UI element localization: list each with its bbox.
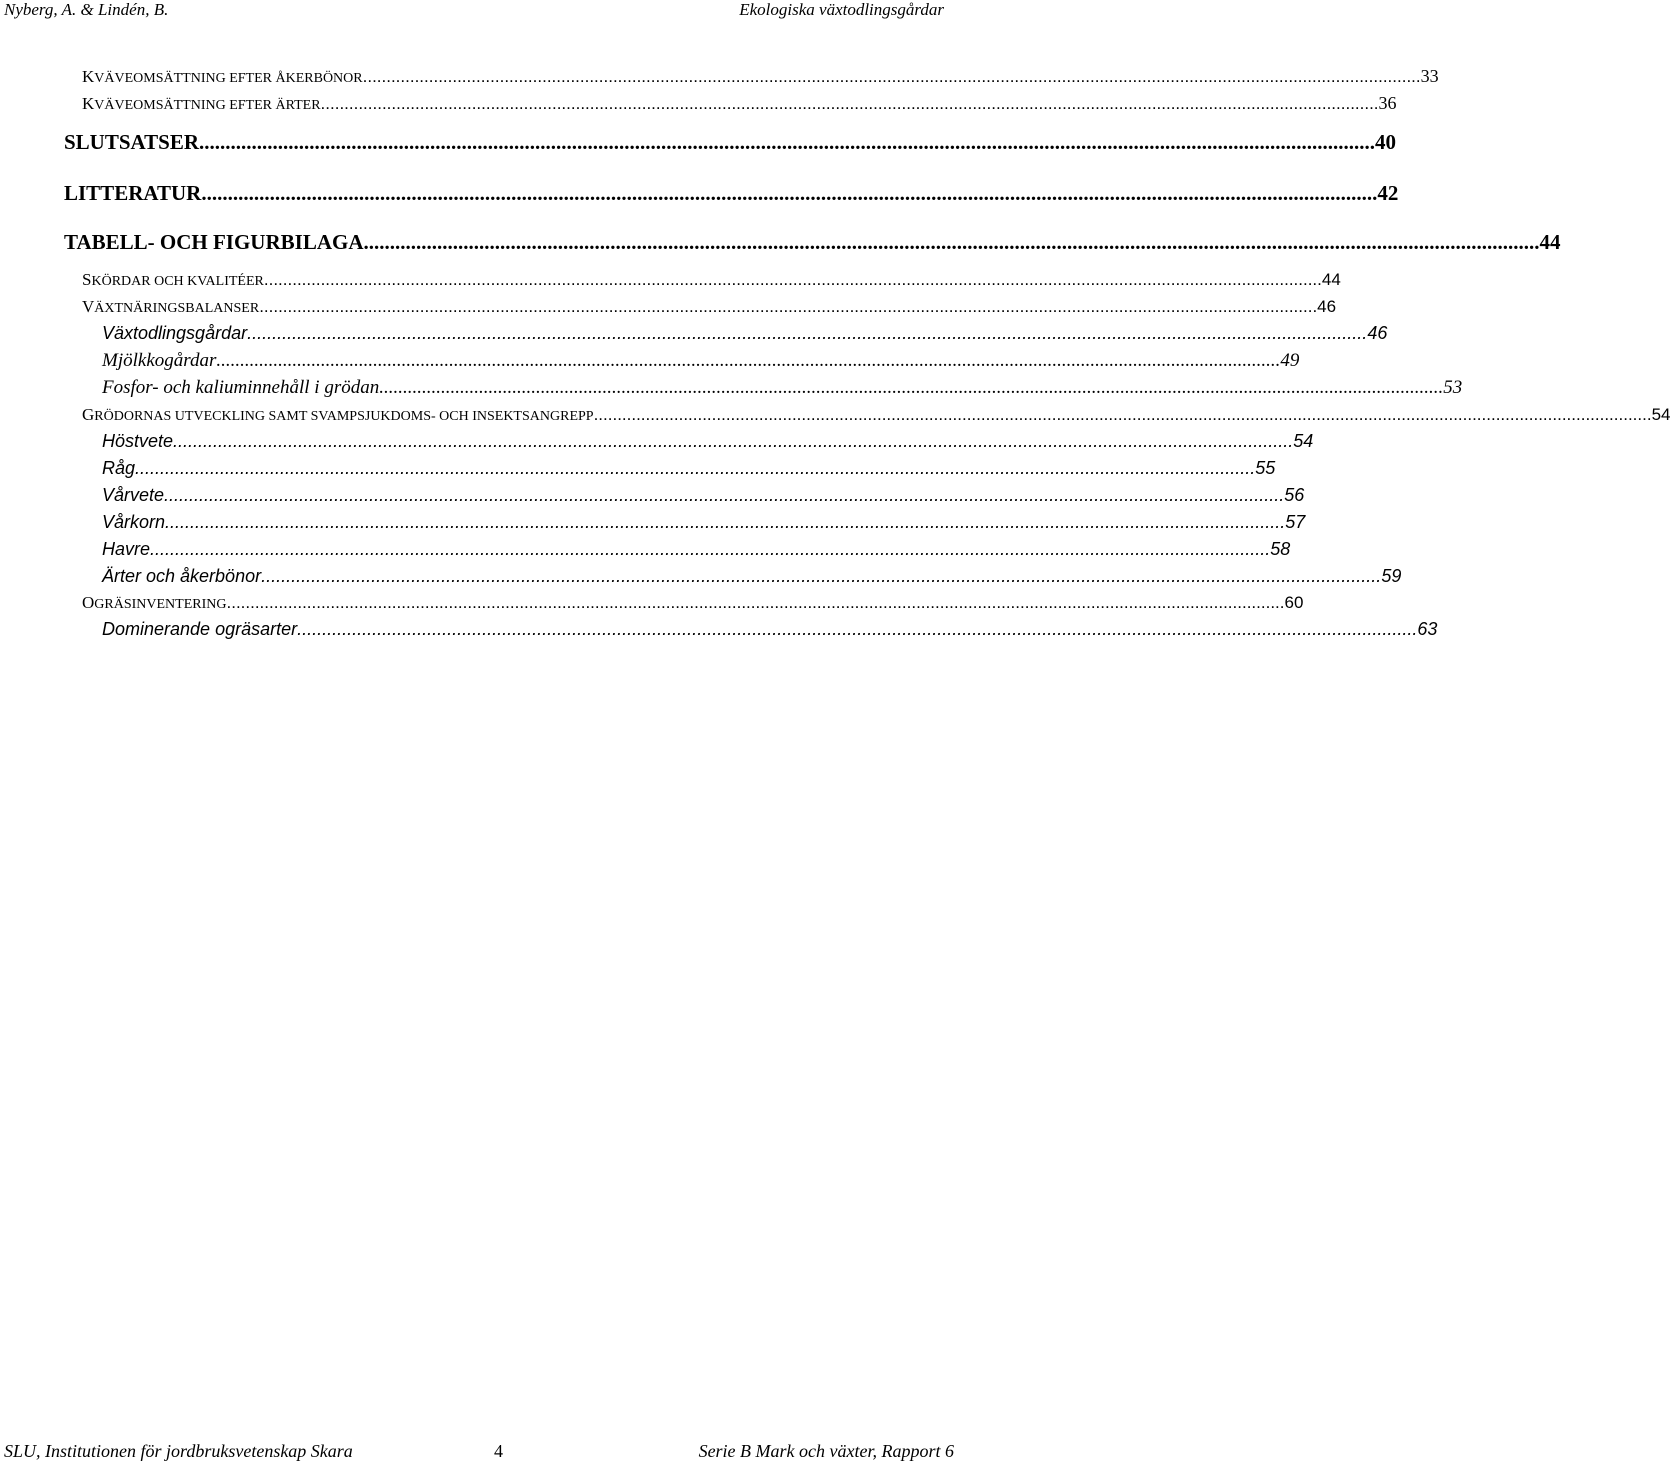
header-title: Ekologiska växtodlingsgårdar — [739, 0, 944, 19]
toc-title: Fosfor- och kaliuminnehåll i grödan — [102, 377, 380, 398]
toc-title-initial: G — [82, 405, 95, 424]
toc-entry[interactable] — [102, 431, 1314, 452]
toc-entry[interactable] — [102, 350, 1300, 372]
toc-page-number: 54 — [1651, 405, 1670, 424]
toc-entry[interactable] — [64, 230, 1561, 255]
toc-leader: ................................................................................................................................................................................................................................ — [199, 130, 1376, 154]
toc-leader: ................................................................................................................................................................................................................................ — [247, 323, 1368, 343]
toc-title: Dominerande ogräsarter — [102, 619, 298, 639]
toc-page-number: 54 — [1293, 431, 1314, 451]
footer-series: Serie B Mark och växter, Rapport 6 — [698, 1441, 954, 1461]
toc-title: GRÄSINVENTERING — [94, 597, 227, 612]
toc-entry[interactable] — [102, 619, 1438, 640]
toc-page-number: 40 — [1375, 130, 1397, 154]
toc-entry[interactable] — [64, 130, 1397, 155]
toc-title: Havre — [102, 539, 151, 559]
toc-leader: ................................................................................................................................................................................................................................ — [363, 230, 1540, 254]
toc-page-number: 59 — [1381, 566, 1402, 586]
toc-title: LITTERATUR — [64, 181, 202, 205]
toc-leader: ................................................................................................................................................................................................................................ — [173, 431, 1294, 451]
toc-page-number: 44 — [1539, 230, 1561, 254]
toc-entry[interactable] — [64, 181, 1399, 206]
toc-leader: ................................................................................................................................................................................................................................ — [362, 67, 1421, 86]
toc-leader: ................................................................................................................................................................................................................................ — [320, 94, 1379, 113]
toc-leader: ................................................................................................................................................................................................................................ — [261, 566, 1382, 586]
toc-leader: ................................................................................................................................................................................................................................ — [165, 512, 1286, 532]
toc-title-initial: V — [82, 297, 95, 316]
toc-leader: ................................................................................................................................................................................................................................ — [259, 297, 1318, 316]
toc-title-initial: S — [82, 270, 92, 289]
toc-leader: ................................................................................................................................................................................................................................ — [226, 593, 1285, 612]
toc-page-number: 60 — [1284, 593, 1304, 612]
toc-title: TABELL- OCH FIGURBILAGA — [64, 230, 364, 254]
toc-entry[interactable] — [102, 485, 1305, 506]
page-header — [0, 0, 960, 20]
toc-title: VÄVEOMSÄTTNING EFTER ÄRTER — [94, 98, 321, 113]
toc-title: Växtodlingsgårdar — [102, 323, 248, 343]
toc-leader: ................................................................................................................................................................................................................................ — [150, 539, 1271, 559]
toc-leader: ................................................................................................................................................................................................................................ — [379, 377, 1444, 398]
toc-leader: ................................................................................................................................................................................................................................ — [164, 485, 1285, 505]
toc-page-number: 55 — [1255, 458, 1276, 478]
toc-leader: ................................................................................................................................................................................................................................ — [593, 405, 1652, 424]
toc-title-initial: O — [82, 593, 95, 612]
toc-entry[interactable] — [102, 566, 1402, 587]
toc-entry[interactable] — [82, 270, 1341, 290]
toc-page-number: 58 — [1270, 539, 1291, 559]
toc-entry[interactable] — [82, 297, 1337, 317]
toc-title: VÄVEOMSÄTTNING EFTER ÅKERBÖNOR — [94, 71, 363, 86]
toc-page-number: 63 — [1417, 619, 1438, 639]
toc-page-number: 56 — [1284, 485, 1305, 505]
toc-entry[interactable] — [102, 377, 1463, 399]
toc-leader: ................................................................................................................................................................................................................................ — [216, 350, 1281, 371]
toc-title: Ärter och åkerbönor — [102, 566, 262, 586]
toc-entry[interactable] — [82, 66, 1439, 87]
toc-leader: ................................................................................................................................................................................................................................ — [201, 181, 1378, 205]
toc-title: Vårkorn — [102, 512, 166, 532]
toc-leader: ................................................................................................................................................................................................................................ — [263, 270, 1322, 289]
toc-page-number: 46 — [1317, 297, 1337, 316]
toc-title-initial: K — [82, 67, 95, 86]
toc-title: Råg — [102, 458, 136, 478]
toc-entry[interactable] — [102, 458, 1276, 479]
toc-entry[interactable] — [102, 323, 1388, 344]
toc-page-number: 46 — [1367, 323, 1388, 343]
toc-page-number: 53 — [1443, 377, 1463, 398]
toc-page-number: 49 — [1280, 350, 1300, 371]
toc-page-number: 57 — [1285, 512, 1306, 532]
footer-page-number: 4 — [494, 1441, 503, 1461]
toc-title: Mjölkkogårdar — [102, 350, 217, 371]
footer-institution: SLU, Institutionen för jordbruksvetenskap Skara — [4, 1441, 353, 1461]
toc-leader: ................................................................................................................................................................................................................................ — [297, 619, 1418, 639]
toc-title: ÄXTNÄRINGSBALANSER — [94, 301, 260, 316]
toc-page-number: 36 — [1378, 93, 1397, 113]
toc-entry[interactable] — [82, 405, 1670, 425]
toc-title-initial: K — [82, 94, 95, 113]
toc-entry[interactable] — [102, 539, 1291, 560]
toc-entry[interactable] — [82, 93, 1397, 114]
toc-page-number: 33 — [1420, 66, 1439, 86]
toc-title: RÖDORNAS UTVECKLING SAMT SVAMPSJUKDOMS- OCH INSEKTSANGREPP — [94, 409, 594, 424]
toc-leader: ................................................................................................................................................................................................................................ — [135, 458, 1256, 478]
toc-title: Vårvete — [102, 485, 165, 505]
toc-title: KÖRDAR OCH KVALITÉER — [91, 274, 264, 289]
toc-title: Höstvete — [102, 431, 174, 451]
toc-page-number: 42 — [1377, 181, 1399, 205]
header-authors: Nyberg, A. & Lindén, B. — [4, 0, 169, 19]
toc-title: SLUTSATSER — [64, 130, 200, 154]
toc-entry[interactable] — [82, 593, 1304, 613]
toc-entry[interactable] — [102, 512, 1306, 533]
toc-page-number: 44 — [1321, 270, 1341, 289]
